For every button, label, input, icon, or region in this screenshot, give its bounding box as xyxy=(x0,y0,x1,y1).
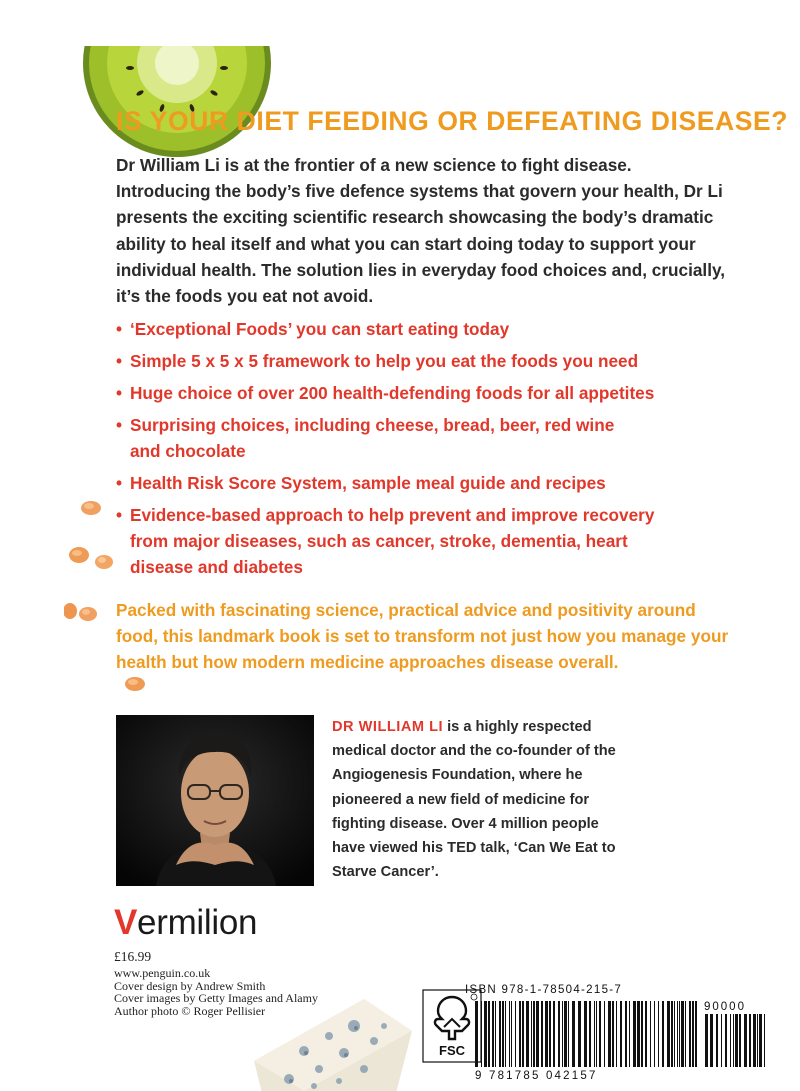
barcode-bar xyxy=(705,1014,708,1067)
barcode-bar xyxy=(612,1001,614,1067)
feature-text: ‘Exceptional Foods’ you can start eating today xyxy=(130,319,510,339)
barcode-bar xyxy=(716,1014,718,1067)
barcode-bar xyxy=(677,1001,678,1067)
author-bio-line: Angiogenesis Foundation, where he xyxy=(332,767,583,784)
barcode-bar xyxy=(681,1001,684,1067)
barcode-bar xyxy=(596,1001,597,1067)
barcode-digits: 9 781785 042157 xyxy=(475,1070,598,1082)
barcode-bar xyxy=(654,1001,655,1067)
author-bio xyxy=(332,715,662,884)
feature-text: Simple 5 x 5 x 5 framework to help you eat the foods you need xyxy=(130,351,639,371)
back-cover xyxy=(64,46,800,1091)
bullet-icon: • xyxy=(116,505,123,525)
barcode-bar xyxy=(735,1014,738,1067)
isbn-barcode xyxy=(474,1001,700,1067)
bullet-icon: • xyxy=(116,473,123,493)
barcode-bar xyxy=(692,1001,694,1067)
lentil-image xyxy=(124,676,146,692)
barcode-bar xyxy=(721,1014,722,1067)
barcode-bar xyxy=(578,1001,581,1067)
barcode-bar xyxy=(484,1001,487,1067)
barcode-bar xyxy=(662,1001,664,1067)
feature-text: Surprising choices, including cheese, bread, beer, red wine xyxy=(130,415,615,435)
barcode-bar xyxy=(739,1014,741,1067)
author-bio-line: fighting disease. Over 4 million people xyxy=(332,815,599,832)
author-name: DR WILLIAM LI xyxy=(332,719,444,735)
bullet-icon: • xyxy=(116,351,123,371)
intro-line: presents the exciting scientific research showcasing the body’s dramatic xyxy=(116,207,714,228)
barcode-bar xyxy=(599,1001,601,1067)
barcode-bar xyxy=(633,1001,636,1067)
barcode-bar xyxy=(553,1001,555,1067)
barcode-bar xyxy=(492,1001,494,1067)
barcode-bar xyxy=(558,1001,560,1067)
barcode-bar xyxy=(509,1001,510,1067)
barcode-bar xyxy=(733,1014,734,1067)
author-bio-line: have viewed his TED talk, ‘Can We Eat to xyxy=(332,840,616,857)
feature-text: Health Risk Score System, sample meal guide and recipes xyxy=(130,473,606,493)
feature-text: disease and diabetes xyxy=(130,557,303,577)
feature-item xyxy=(116,348,766,374)
barcode-bar xyxy=(753,1014,756,1067)
barcode-bar xyxy=(519,1001,521,1067)
barcode-bar xyxy=(749,1014,751,1067)
feature-list xyxy=(116,316,766,586)
summary-paragraph xyxy=(116,597,756,676)
price: £16.99 xyxy=(114,949,152,964)
feature-item xyxy=(116,470,766,496)
lentil-image xyxy=(64,602,78,620)
barcode-bar xyxy=(637,1001,640,1067)
barcode-bar xyxy=(541,1001,543,1067)
publisher-logo-initial: V xyxy=(114,903,138,942)
feature-item xyxy=(116,412,766,464)
barcode-bar xyxy=(667,1001,670,1067)
barcode-bar xyxy=(641,1001,643,1067)
barcode-bar xyxy=(568,1001,569,1067)
barcode-bar xyxy=(625,1001,627,1067)
barcode-bar xyxy=(502,1001,504,1067)
barcode-bar xyxy=(589,1001,591,1067)
barcode-addon-digits: 90000 xyxy=(704,1001,746,1013)
website: www.penguin.co.uk xyxy=(114,966,211,980)
barcode-bar xyxy=(536,1001,539,1067)
barcode-bar xyxy=(505,1001,506,1067)
barcode-bar xyxy=(725,1014,727,1067)
lentil-image xyxy=(78,606,98,622)
barcode-bar xyxy=(658,1001,659,1067)
barcode-bar xyxy=(549,1001,551,1067)
barcode-bar xyxy=(604,1001,605,1067)
barcode-bar xyxy=(488,1001,490,1067)
barcode-bar xyxy=(515,1001,516,1067)
credit-line: Author photo © Roger Pellisier xyxy=(114,1003,266,1018)
barcode-bar xyxy=(545,1001,548,1067)
publisher-logo-text: ermilion xyxy=(137,903,258,942)
barcode-bar xyxy=(679,1001,680,1067)
feature-text: and chocolate xyxy=(130,441,246,461)
barcode-bar xyxy=(499,1001,501,1067)
intro-line: ability to heal itself and what you can start doing today to support your xyxy=(116,233,696,254)
feature-text: from major diseases, such as cancer, stroke, dementia, heart xyxy=(130,531,628,551)
barcode-bar xyxy=(511,1001,512,1067)
intro-line: it’s the foods you eat not avoid. xyxy=(116,286,374,307)
barcode-bar xyxy=(475,1001,478,1067)
intro-line: individual health. The solution lies in everyday food choices and, crucially, xyxy=(116,259,726,280)
barcode-bar xyxy=(616,1001,617,1067)
barcode-bar xyxy=(564,1001,567,1067)
author-photo xyxy=(116,715,314,886)
credit-line: Cover design by Andrew Smith xyxy=(114,978,266,993)
barcode-bar xyxy=(620,1001,622,1067)
barcode-bar xyxy=(695,1001,697,1067)
intro-line: Introducing the body’s five defence systems that govern your health, Dr Li xyxy=(116,181,723,202)
author-bio-line: pioneered a new field of medicine for xyxy=(332,791,590,808)
barcode-bar xyxy=(744,1014,747,1067)
barcode-bar xyxy=(689,1001,691,1067)
barcode-bar xyxy=(759,1014,762,1067)
author-bio-line: medical doctor and the co-founder of the xyxy=(332,743,616,760)
isbn-label: ISBN 978-1-78504-215-7 xyxy=(465,984,623,996)
lentil-image xyxy=(94,554,114,570)
barcode-bar xyxy=(533,1001,535,1067)
lentil-image xyxy=(68,546,90,564)
addon-barcode xyxy=(704,1014,770,1067)
barcode-bar xyxy=(730,1014,731,1067)
feature-text: Evidence-based approach to help prevent and improve recovery xyxy=(130,505,655,525)
barcode-bar xyxy=(481,1001,482,1067)
feature-item xyxy=(116,380,766,406)
headline: IS YOUR DIET FEEDING OR DEFEATING DISEASE? xyxy=(116,106,789,136)
summary-line: food, this landmark book is set to transform not just how you manage your xyxy=(116,626,729,647)
author-bio-line xyxy=(332,715,662,739)
blue-cheese-image xyxy=(244,991,414,1091)
feature-item xyxy=(116,316,766,342)
barcode-bar xyxy=(495,1001,496,1067)
barcode-bar xyxy=(531,1001,532,1067)
fsc-logo xyxy=(422,989,482,1063)
barcode-bar xyxy=(710,1014,713,1067)
barcode-bar xyxy=(645,1001,647,1067)
feature-item xyxy=(116,502,766,580)
barcode-bar xyxy=(764,1014,765,1067)
summary-line: health but how modern medicine approaches disease overall. xyxy=(116,652,619,673)
feature-text: Huge choice of over 200 health-defending foods for all appetites xyxy=(130,383,655,403)
summary-line: Packed with fascinating science, practical advice and positivity around xyxy=(116,600,696,620)
barcode-bar xyxy=(650,1001,651,1067)
bullet-icon: • xyxy=(116,319,123,339)
fsc-label: FSC xyxy=(439,1043,465,1058)
barcode-bar xyxy=(584,1001,587,1067)
barcode-bar xyxy=(526,1001,529,1067)
author-bio-line: Starve Cancer’. xyxy=(332,864,439,881)
intro-paragraph xyxy=(116,152,756,309)
barcode-bar xyxy=(608,1001,611,1067)
kiwi-slice-image xyxy=(82,46,272,158)
barcode-bar xyxy=(674,1001,675,1067)
barcode-bar xyxy=(629,1001,630,1067)
lentil-image xyxy=(80,500,102,516)
intro-line: Dr William Li is at the frontier of a new science to fight disease. xyxy=(116,155,632,175)
barcode-bar xyxy=(685,1001,686,1067)
author-bio-text: is a highly respected xyxy=(443,719,592,735)
bullet-icon: • xyxy=(116,415,123,435)
barcode-bar xyxy=(671,1001,673,1067)
barcode-bar xyxy=(572,1001,575,1067)
barcode-bar xyxy=(757,1014,758,1067)
barcode-bar xyxy=(594,1001,595,1067)
barcode-bar xyxy=(562,1001,563,1067)
barcode-bar xyxy=(522,1001,524,1067)
publisher-logo xyxy=(114,903,257,943)
bullet-icon: • xyxy=(116,383,123,403)
credit-line: Cover images by Getty Images and Alamy xyxy=(114,991,318,1006)
